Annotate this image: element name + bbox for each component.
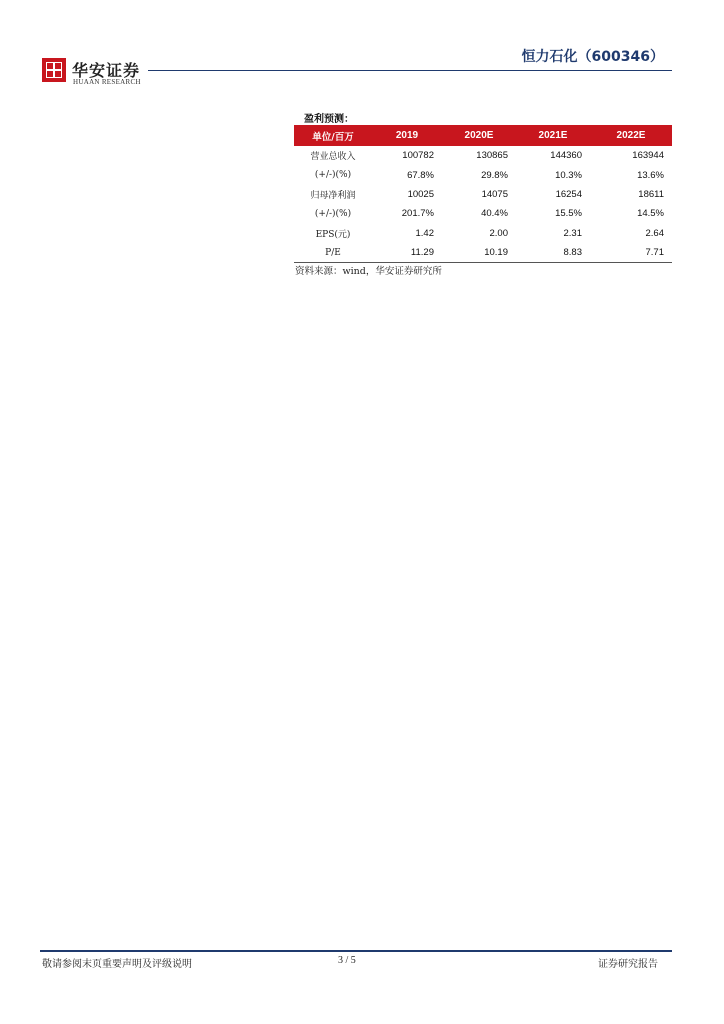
column-header: 2020E xyxy=(442,125,516,146)
table-cell: 14.5% xyxy=(637,208,664,220)
report-title: 恒力石化（600346） xyxy=(521,49,664,65)
forecast-table xyxy=(294,125,672,263)
row-label: (+/-)(%) xyxy=(314,170,352,181)
row-label: 归母净利润 xyxy=(310,190,356,201)
table-row xyxy=(294,185,672,204)
table-row xyxy=(294,204,672,223)
table-cell: 16254 xyxy=(555,188,582,200)
table-cell: 10.19 xyxy=(442,243,516,263)
table-cell: 144360 xyxy=(550,150,582,162)
table-cell: 201.7% xyxy=(401,208,434,220)
table-cell: 7.71 xyxy=(590,243,672,263)
table-cell: 1.42 xyxy=(415,227,434,239)
table-cell: 2.64 xyxy=(645,227,664,239)
table-cell: 130865 xyxy=(476,150,508,162)
brand-name-cn: 华安证券 xyxy=(72,61,141,80)
table-row xyxy=(294,146,672,165)
row-label: P/E xyxy=(294,243,372,263)
row-label: 营业总收入 xyxy=(310,152,356,163)
table-row xyxy=(294,243,672,263)
row-label: (+/-)(%) xyxy=(314,208,352,219)
table-cell: 163944 xyxy=(632,150,664,162)
table-cell: 40.4% xyxy=(481,208,508,220)
table-row xyxy=(294,165,672,184)
footer-disclaimer: 敬请参阅末页重要声明及评级说明 xyxy=(42,959,192,970)
column-header: 单位/百万 xyxy=(294,125,372,146)
row-label: EPS(元) xyxy=(315,229,351,240)
table-cell: 10.3% xyxy=(555,169,582,181)
table-header-row xyxy=(294,125,672,146)
data-source-note: 资料来源：wind，华安证券研究所 xyxy=(295,266,442,277)
table-cell: 13.6% xyxy=(637,169,664,181)
table-cell: 18611 xyxy=(638,188,664,200)
column-header: 2021E xyxy=(516,125,590,146)
report-type: 证券研究报告 xyxy=(598,959,658,970)
footer-divider xyxy=(40,950,672,952)
brand-name-en: HUAAN RESEARCH xyxy=(73,78,141,86)
table-cell: 67.8% xyxy=(407,169,434,181)
table-cell: 14075 xyxy=(481,188,508,200)
table-cell: 29.8% xyxy=(481,169,508,181)
table-cell: 100782 xyxy=(402,150,434,162)
table-cell: 15.5% xyxy=(555,208,582,220)
table-cell: 8.83 xyxy=(516,243,590,263)
table-cell: 10025 xyxy=(407,188,434,200)
table-cell: 2.00 xyxy=(489,227,508,239)
column-header: 2019 xyxy=(372,125,442,146)
column-header: 2022E xyxy=(590,125,672,146)
section-title: 盈利预测： xyxy=(304,114,354,125)
table-cell: 2.31 xyxy=(563,227,582,239)
table-cell: 11.29 xyxy=(372,243,442,263)
table-row xyxy=(294,224,672,243)
page-number: 3 / 5 xyxy=(338,955,356,966)
header-divider xyxy=(148,70,672,71)
company-logo xyxy=(42,58,66,82)
